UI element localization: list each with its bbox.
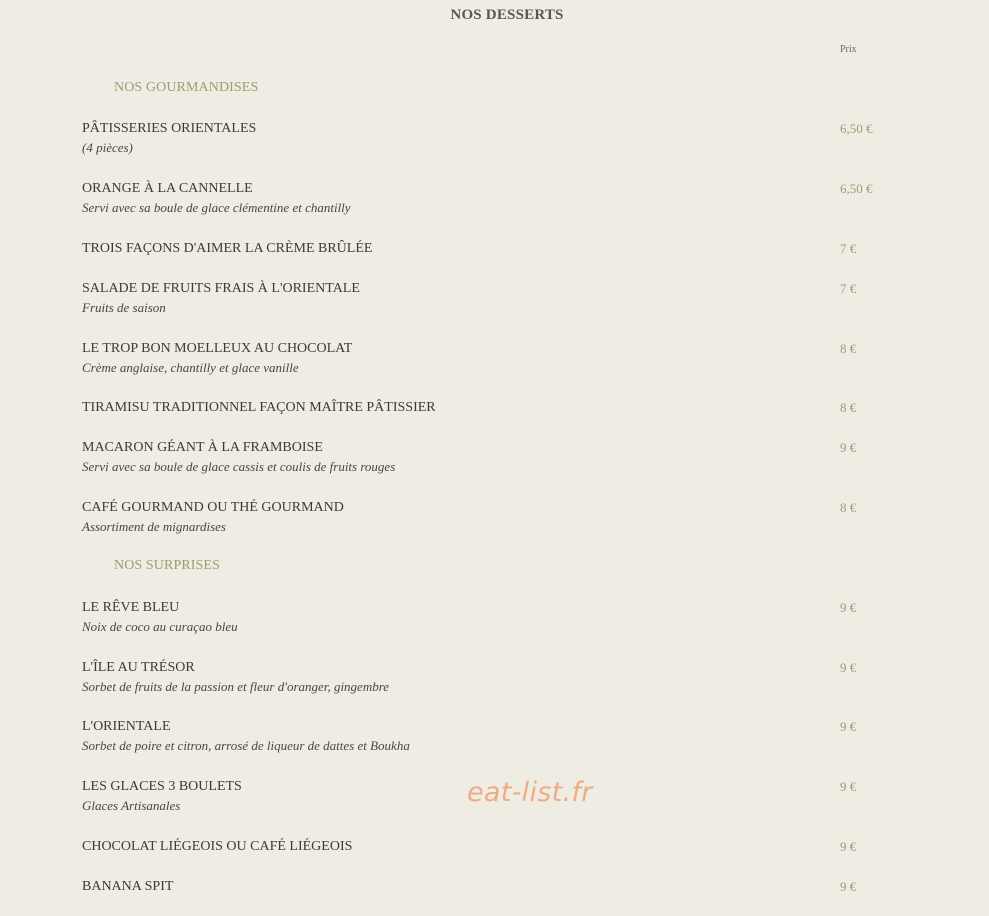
menu-item (82, 658, 942, 696)
item-description: (4 pièces) (82, 140, 133, 155)
menu-item (82, 179, 942, 217)
item-name: CAFÉ GOURMAND OU THÉ GOURMAND (82, 500, 344, 515)
menu-item (82, 877, 942, 896)
menu-item (82, 498, 942, 536)
item-name: LE RÊVE BLEU (82, 600, 180, 615)
item-description: Glaces Artisanales (82, 798, 181, 813)
item-name: CHOCOLAT LIÉGEOIS OU CAFÉ LIÉGEOIS (82, 839, 353, 854)
item-name: PÂTISSERIES ORIENTALES (82, 121, 257, 136)
watermark: eat-list.fr (467, 777, 593, 808)
item-price: 7 € (840, 241, 857, 256)
item-name: LE TROP BON MOELLEUX AU CHOCOLAT (82, 341, 353, 356)
menu-item (82, 598, 942, 636)
item-price: 9 € (840, 879, 857, 894)
item-price: 9 € (840, 440, 857, 455)
item-description: Crème anglaise, chantilly et glace vanille (82, 360, 299, 375)
item-name: LES GLACES 3 BOULETS (82, 779, 242, 794)
item-description: Servi avec sa boule de glace cassis et coulis de fruits rouges (82, 459, 396, 474)
item-description: Noix de coco au curaçao bleu (82, 619, 238, 634)
item-price: 9 € (840, 839, 857, 854)
menu-item (82, 837, 942, 856)
price-column-header: Prix (840, 44, 857, 55)
menu-item (82, 239, 942, 258)
item-description: Sorbet de fruits de la passion et fleur d'oranger, gingembre (82, 679, 390, 694)
item-price: 8 € (840, 500, 857, 515)
item-name: SALADE DE FRUITS FRAIS À L'ORIENTALE (82, 281, 360, 296)
menu-item (82, 339, 942, 377)
item-description: Assortiment de mignardises (82, 519, 226, 534)
item-price: 9 € (840, 600, 857, 615)
section-heading-surprises: NOS SURPRISES (114, 558, 220, 573)
page-title: NOS DESSERTS (450, 7, 564, 23)
item-price: 9 € (840, 719, 857, 734)
item-name: ORANGE À LA CANNELLE (82, 181, 253, 196)
menu-item (82, 398, 942, 417)
menu-item (82, 119, 942, 157)
item-price: 6,50 € (840, 181, 873, 196)
item-name: MACARON GÉANT À LA FRAMBOISE (82, 440, 323, 455)
menu-item (82, 717, 942, 755)
item-price: 6,50 € (840, 121, 873, 136)
item-price: 9 € (840, 779, 857, 794)
item-name: TIRAMISU TRADITIONNEL FAÇON MAÎTRE PÂTISSIER (82, 400, 436, 415)
section-heading-gourmandises: NOS GOURMANDISES (114, 80, 259, 95)
item-price: 7 € (840, 281, 857, 296)
item-name: L'ÎLE AU TRÉSOR (82, 660, 195, 675)
item-description: Sorbet de poire et citron, arrosé de liqueur de dattes et Boukha (82, 738, 410, 753)
item-price: 9 € (840, 660, 857, 675)
item-description: Servi avec sa boule de glace clémentine et chantilly (82, 200, 351, 215)
item-name: TROIS FAÇONS D'AIMER LA CRÈME BRÛLÉE (82, 241, 373, 256)
menu-item (82, 279, 942, 317)
item-name: L'ORIENTALE (82, 719, 171, 734)
item-name: BANANA SPIT (82, 879, 174, 894)
item-price: 8 € (840, 341, 857, 356)
item-description: Fruits de saison (82, 300, 166, 315)
item-price: 8 € (840, 400, 857, 415)
menu-item (82, 438, 942, 476)
